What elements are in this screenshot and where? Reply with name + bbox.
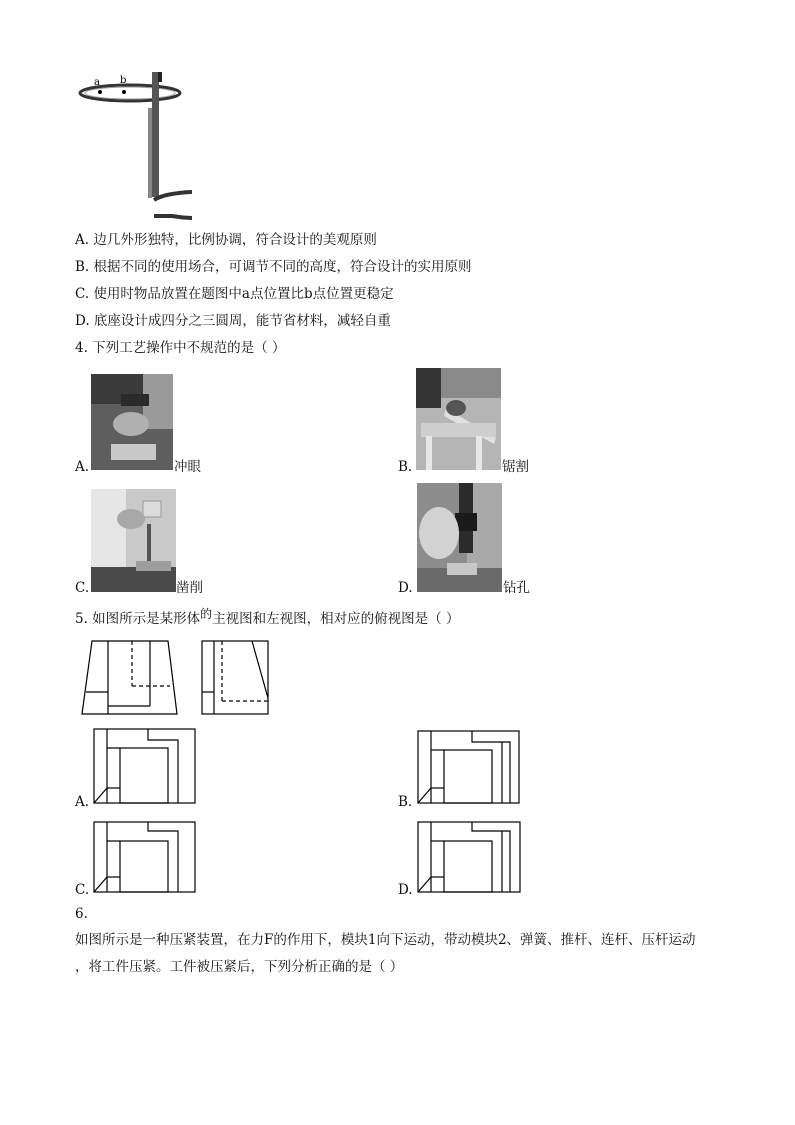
q4-option-a-letter: A.	[75, 459, 90, 475]
side-table-figure	[72, 68, 192, 223]
q5-option-a-figure	[90, 726, 198, 806]
q3-option-c: C. 使用时物品放置在题图中a点位置比b点位置更稳定	[75, 286, 394, 302]
q5-stem-after: 主视图和左视图，相对应的俯视图是（ ）	[212, 611, 460, 627]
figure-label-a: a	[94, 77, 100, 88]
q5-stem	[75, 607, 460, 628]
q5-stem-sup: 的	[200, 607, 213, 621]
q3-option-a: A. 边几外形独特，比例协调，符合设计的美观原则	[75, 232, 377, 248]
q4-stem: 4. 下列工艺操作中不规范的是（ ）	[75, 340, 286, 356]
q4-option-b-label: 锯割	[502, 459, 529, 475]
q5-option-c-figure	[90, 819, 198, 895]
figure-label-b: b	[120, 75, 127, 86]
q6-stem-line1: 如图所示是一种压紧装置，在力F的作用下，模块1向下运动，带动模块2、弹簧、推杆、连杆、压杆运动	[75, 932, 696, 948]
q4-option-d-letter: D.	[398, 580, 413, 596]
q5-option-d-letter: D.	[398, 882, 413, 898]
q4-option-b-letter: B.	[398, 459, 413, 475]
q4-option-d-label: 钻孔	[503, 580, 530, 596]
q4-option-c-letter: C.	[75, 580, 90, 596]
q4-option-a-label: 冲眼	[174, 459, 201, 475]
front-view	[80, 638, 180, 718]
q6-stem-line2: ，将工件压紧。工件被压紧后，下列分析正确的是（ ）	[75, 959, 404, 975]
q5-option-a-letter: A.	[75, 794, 90, 810]
q5-option-d-figure	[414, 819, 524, 895]
q5-option-c-letter: C.	[75, 882, 90, 898]
drilling-photo	[417, 483, 502, 592]
q5-stem-before: 5. 如图所示是某形体	[75, 611, 201, 627]
left-view	[200, 638, 272, 718]
sawing-photo	[416, 368, 501, 470]
chiseling-photo	[91, 489, 176, 592]
q5-option-b-letter: B.	[398, 794, 413, 810]
q6-number: 6.	[75, 906, 88, 922]
q4-option-c-label: 凿削	[176, 580, 203, 596]
q5-option-b-figure	[414, 728, 522, 806]
q3-option-b: B. 根据不同的使用场合，可调节不同的高度，符合设计的实用原则	[75, 259, 472, 275]
punching-photo	[91, 374, 173, 470]
q3-option-d: D. 底座设计成四分之三圆周，能节省材料，减轻自重	[75, 313, 391, 329]
